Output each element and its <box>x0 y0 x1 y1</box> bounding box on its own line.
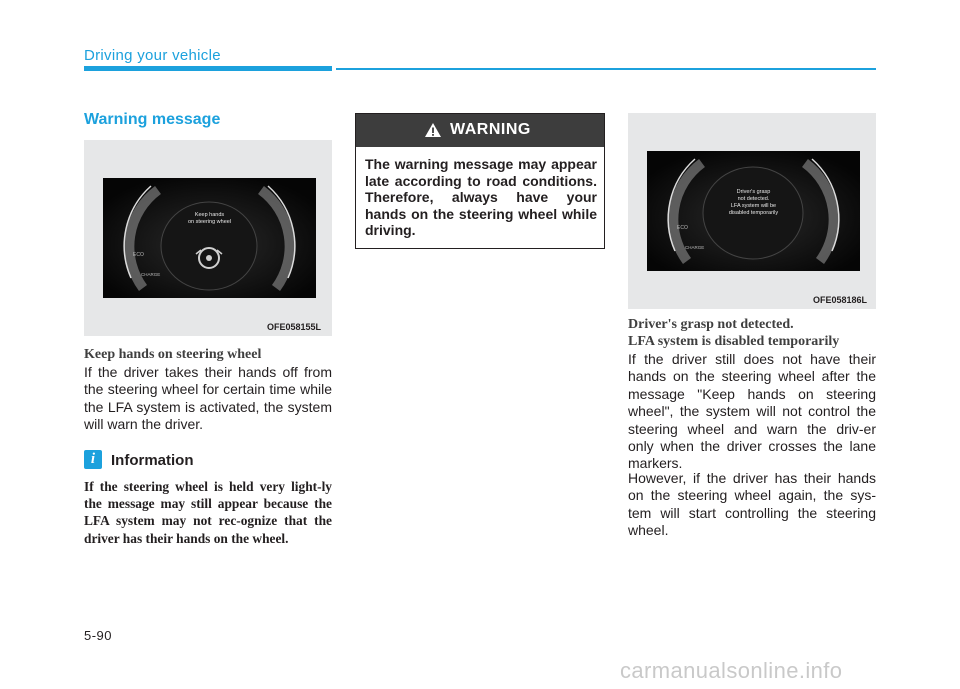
figure-code: OFE058186L <box>813 295 868 305</box>
warning-body: The warning message may appear late according to road conditions. Therefore, always have your hands on the steering wheel while driving. <box>365 156 597 239</box>
cluster-display <box>103 178 316 298</box>
subheading-grasp-line2: LFA system is disabled temporarily <box>628 334 840 349</box>
figure-keep-hands <box>84 140 332 336</box>
gauge-eco-label: ECO <box>677 225 688 231</box>
cluster-display <box>647 151 860 271</box>
cluster-message <box>647 189 860 217</box>
cluster-message-line: not detected. <box>737 196 770 202</box>
cluster-message <box>103 212 316 226</box>
header-rule-thin <box>336 68 876 70</box>
grasp-body-2: However, if the driver has their hands on the steering wheel again, the sys-tem will start controlling the steering wheel. <box>628 470 876 539</box>
warning-header <box>356 114 604 147</box>
gauge-charge-label: CHARGE <box>141 272 161 277</box>
page-number: 5-90 <box>84 628 113 643</box>
information-body: If the steering wheel is held very light-ly the message may still appear because the LFA system may not rec-ognize that the driver has their hands on the wheel. <box>84 479 332 546</box>
warning-box <box>355 113 605 249</box>
information-label: Information <box>111 452 194 469</box>
section-title: Warning message <box>84 111 221 128</box>
gauge-charge-label: CHARGE <box>685 245 705 250</box>
running-header: Driving your vehicle <box>84 47 221 64</box>
warning-label: WARNING <box>450 121 531 138</box>
subheading-keep-hands: Keep hands on steering wheel <box>84 347 262 362</box>
figure-grasp-not-detected <box>628 113 876 309</box>
cluster-message-line: LFA system will be <box>730 203 777 209</box>
cluster-message-line: Driver's grasp <box>736 189 771 195</box>
cluster-graphic <box>103 178 316 298</box>
grasp-body-1: If the driver still does not have their hands on the steering wheel after the message "Keep hands on steering wheel", the system will not control the steering wheel and warn the driv-er only when the driver crosses the lane markers. <box>628 351 876 472</box>
figure-code: OFE058155L <box>267 322 322 332</box>
info-icon: i <box>84 450 102 469</box>
cluster-message-line: on steering wheel <box>187 219 232 225</box>
watermark: carmanualsonline.info <box>620 658 843 683</box>
cluster-message-line: disabled temporarily <box>728 210 779 216</box>
cluster-message-line: Keep hands <box>194 212 225 218</box>
keep-hands-body: If the driver takes their hands off from the steering wheel for certain time while the LFA system is activated, the system will warn the driver. <box>84 364 332 433</box>
gauge-eco-label: ECO <box>133 252 144 258</box>
header-rule-thick <box>84 66 332 71</box>
subheading-grasp-line1: Driver's grasp not detected. <box>628 317 794 332</box>
warning-triangle-icon <box>424 122 442 138</box>
